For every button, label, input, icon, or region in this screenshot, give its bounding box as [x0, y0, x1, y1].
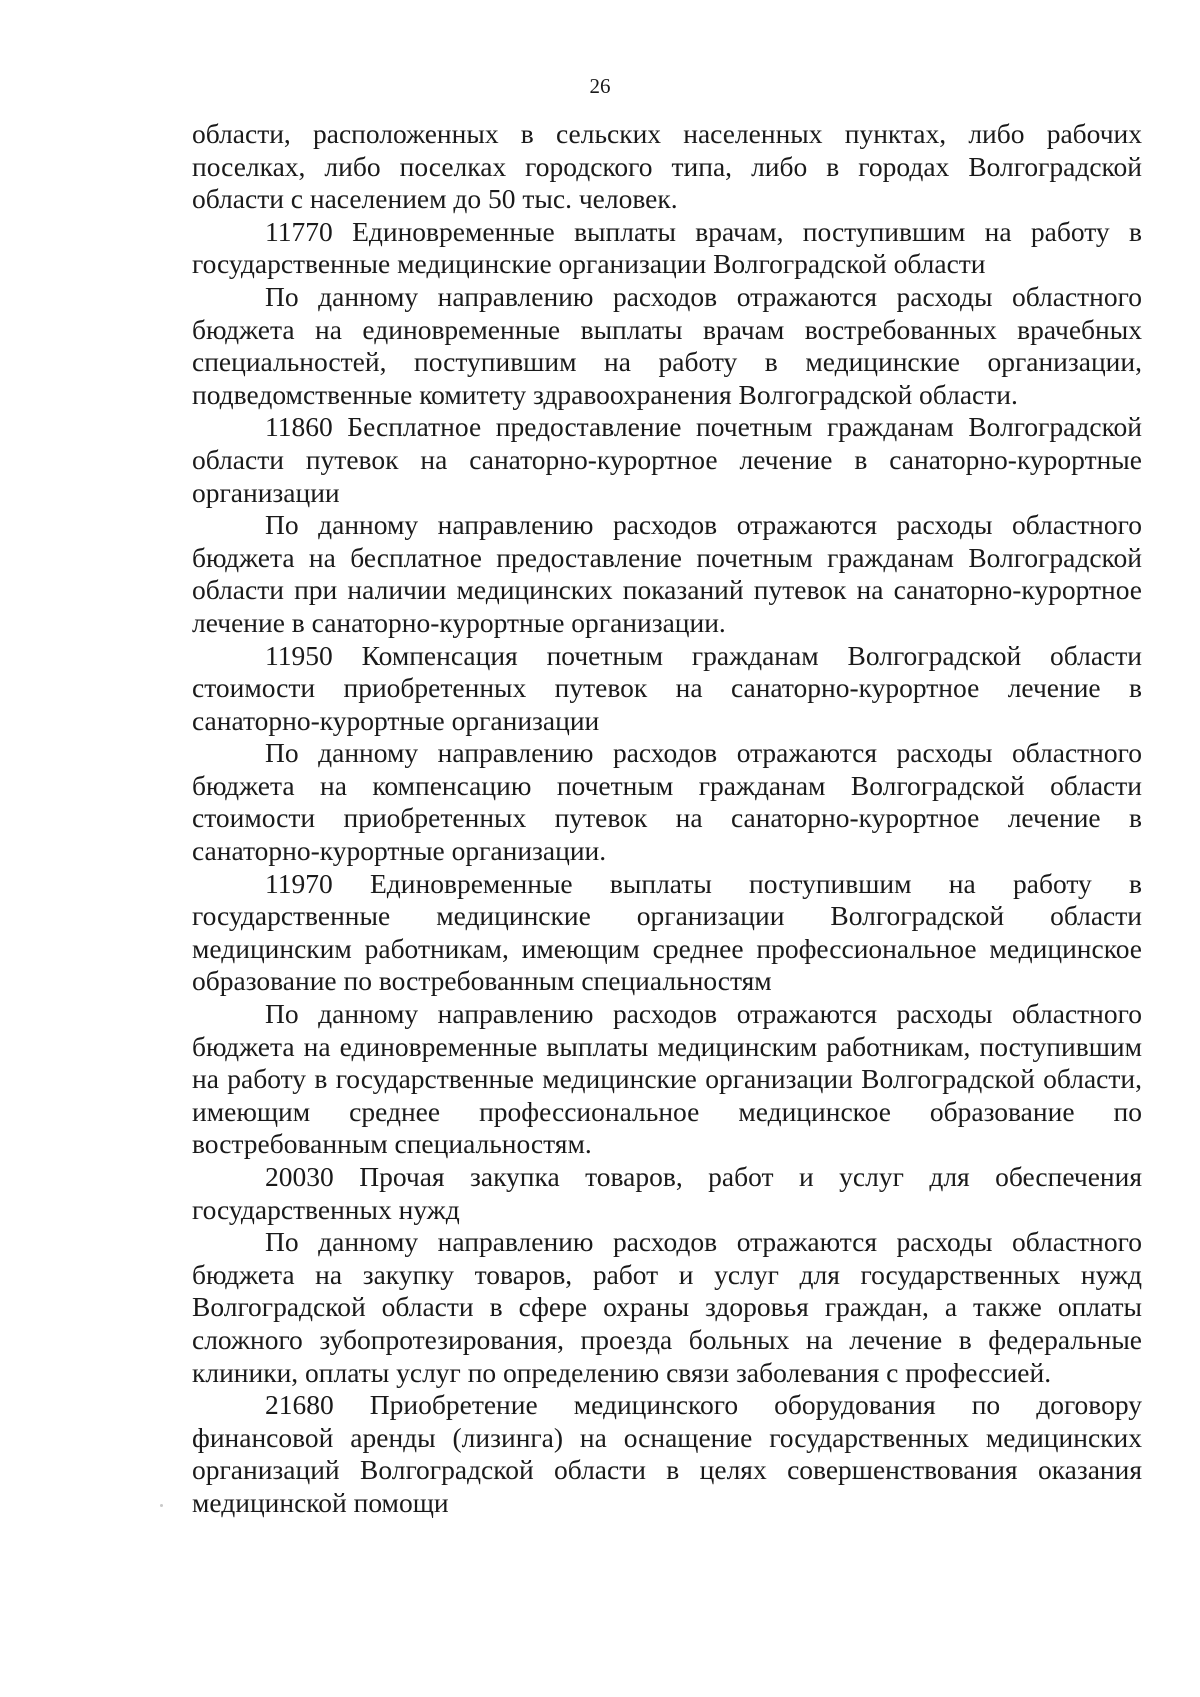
- expense-code-heading-11770: 11770 Единовременные выплаты врачам, поступившим на работу в государственные медицинские организации Волгоградской области: [192, 215, 1142, 280]
- expense-description-11770: По данному направлению расходов отражаются расходы областного бюджета на единовременные выплаты врачам востребованных врачебных специальностей, поступившим на работу в медицинские организации, подведомственные комитету здравоохранения Волгоградской области.: [192, 280, 1142, 410]
- page-number: 26: [589, 74, 611, 98]
- expense-description-11950: По данному направлению расходов отражаются расходы областного бюджета на компенсацию почетным гражданам Волгоградской области стоимости приобретенных путевок на санаторно-курортное лечение в санаторно-курортные организации.: [192, 737, 1142, 867]
- expense-description-20030: По данному направлению расходов отражаются расходы областного бюджета на закупку товаров, работ и услуг для государственных нужд Волгоградской области в сфере охраны здоровья граждан, а также оплаты сложного зубопротезирования, проезда больных на лечение в федеральные клиники, оплаты услуг по определению связи заболевания с профессией.: [192, 1226, 1142, 1388]
- expense-code-heading-11860: 11860 Бесплатное предоставление почетным гражданам Волгоградской области путевок на санаторно-курортное лечение в санаторно-курортные организации: [192, 411, 1142, 508]
- continuation-paragraph: области, расположенных в сельских населенных пунктах, либо рабочих поселках, либо поселках городского типа, либо в городах Волгоградской области с населением до 50 тыс. человек.: [192, 118, 1142, 215]
- expense-code-heading-11970: 11970 Единовременные выплаты поступившим на работу в государственные медицинские организации Волгоградской области медицинским работникам, имеющим среднее профессиональное медицинское образование по востребованным специальностям: [192, 867, 1142, 997]
- expense-description-11970: По данному направлению расходов отражаются расходы областного бюджета на единовременные выплаты медицинским работникам, поступившим на работу в государственные медицинские организации Волгоградской области, имеющим среднее профессиональное медицинское образование по востребованным специальностям.: [192, 998, 1142, 1160]
- expense-code-heading-11950: 11950 Компенсация почетным гражданам Волгоградской области стоимости приобретенных путевок на санаторно-курортное лечение в санаторно-курортные организации: [192, 639, 1142, 736]
- expense-code-heading-20030: 20030 Прочая закупка товаров, работ и услуг для обеспечения государственных нужд: [192, 1161, 1142, 1225]
- expense-code-heading-21680: 21680 Приобретение медицинского оборудования по договору финансовой аренды (лизинга) на оснащение государственных медицинских организаций Волгоградской области в целях совершенствования оказания медицинской помощи: [192, 1389, 1142, 1518]
- document-body: [192, 118, 1142, 1520]
- expense-description-11860: По данному направлению расходов отражаются расходы областного бюджета на бесплатное предоставление почетным гражданам Волгоградской области при наличии медицинских показаний путевок на санаторно-курортное лечение в санаторно-курортные организации.: [192, 509, 1142, 638]
- scan-speck: [160, 1504, 163, 1507]
